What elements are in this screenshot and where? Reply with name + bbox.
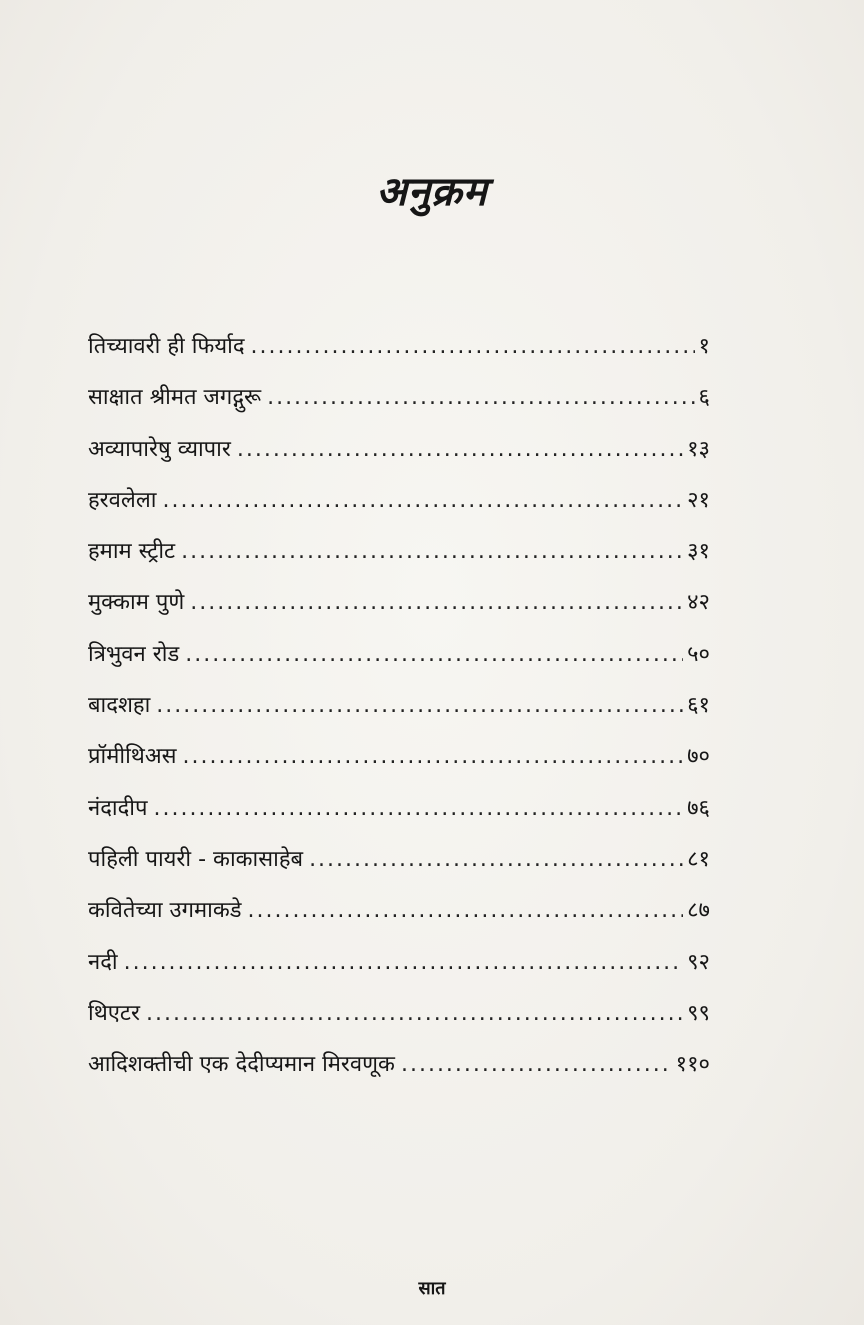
toc-entry-page: ३१	[687, 539, 710, 565]
dot-leader	[267, 385, 694, 410]
dot-leader	[251, 334, 695, 359]
toc-entry	[88, 792, 710, 843]
toc-entry-title: त्रिभुवन रोड	[88, 641, 180, 667]
dot-leader	[401, 1052, 672, 1077]
toc-entry	[88, 330, 710, 381]
toc-entry-title: नंदादीप	[88, 795, 148, 821]
dot-leader	[162, 488, 683, 513]
toc-entry	[88, 484, 710, 535]
toc-entry-page: २१	[687, 487, 710, 513]
toc-entry	[88, 946, 710, 997]
toc-entry-page: १३	[687, 436, 710, 462]
toc-entry-title: बादशहा	[88, 693, 151, 719]
toc-entry	[88, 740, 710, 791]
dot-leader	[248, 898, 684, 923]
toc-entry	[88, 894, 710, 945]
toc-entry	[88, 381, 710, 432]
toc-entry-title: हरवलेला	[88, 487, 157, 513]
dot-leader	[185, 642, 683, 667]
toc-entry-page: ७६	[687, 795, 710, 821]
toc-entry-page: ९२	[687, 949, 710, 975]
toc-entry	[88, 586, 710, 637]
toc-entry-title: साक्षात श्रीमत जगद्गुरू	[88, 385, 262, 411]
dot-leader	[153, 796, 683, 821]
toc-entry-page: ६१	[687, 693, 710, 719]
toc-entry-title: तिच्यावरी ही फिर्याद	[88, 334, 245, 359]
toc-entry-title: मुक्काम पुणे	[88, 590, 185, 616]
toc-entry	[88, 535, 710, 586]
toc-entry-title: थिएटर	[88, 1000, 141, 1026]
toc-entry	[88, 638, 710, 689]
toc-entry	[88, 843, 710, 894]
toc-entry-page: ४२	[687, 590, 710, 616]
toc-entry-page: ६	[698, 385, 710, 411]
toc-entry-title: पहिली पायरी - काकासाहेब	[88, 846, 304, 872]
table-of-contents	[88, 330, 710, 1099]
toc-entry-title: आदिशक्तीची एक देदीप्यमान मिरवणूक	[88, 1052, 395, 1078]
toc-entry-page: १	[698, 334, 710, 359]
dot-leader	[156, 693, 683, 718]
toc-entry-title: अव्यापारेषु व्यापार	[88, 436, 231, 462]
toc-entry-title: नदी	[88, 949, 118, 975]
dot-leader	[309, 847, 683, 872]
toc-entry-title: हमाम स्ट्रीट	[88, 539, 176, 565]
toc-entry	[88, 433, 710, 484]
page-number-footer: सात	[418, 1278, 446, 1299]
toc-entry-page: ८१	[687, 846, 710, 872]
page-title: अनुक्रम	[376, 169, 488, 215]
toc-entry-title: कवितेच्या उगमाकडे	[88, 898, 242, 924]
dot-leader	[124, 950, 684, 975]
toc-entry-page: ९९	[687, 1000, 710, 1026]
toc-entry	[88, 1048, 710, 1099]
dot-leader	[190, 590, 683, 615]
dot-leader	[146, 1001, 683, 1026]
toc-entry	[88, 689, 710, 740]
toc-entry	[88, 997, 710, 1048]
dot-leader	[181, 539, 683, 564]
toc-entry-title: प्रॉमीथिअस	[88, 744, 177, 770]
toc-entry-page: ११०	[675, 1052, 710, 1078]
toc-entry-page: ५०	[687, 641, 710, 667]
dot-leader	[237, 437, 683, 462]
toc-entry-page: ८७	[687, 898, 710, 924]
toc-entry-page: ७०	[687, 744, 710, 770]
dot-leader	[183, 744, 684, 769]
